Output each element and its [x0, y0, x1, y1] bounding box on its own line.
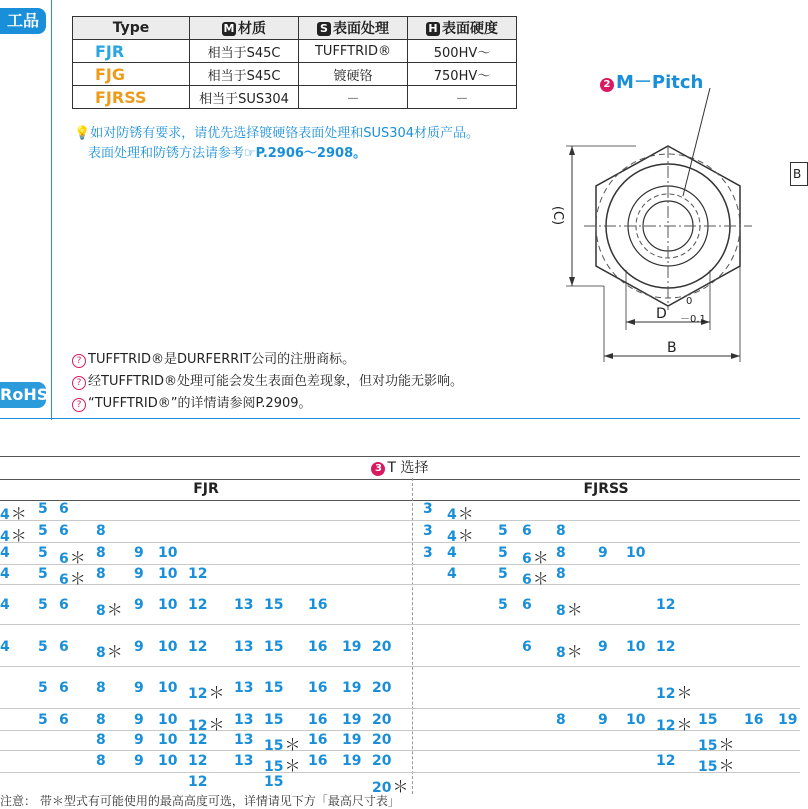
type-cell: FJR [73, 40, 190, 63]
t-value: 4 [0, 597, 10, 613]
t-value: 9 [134, 712, 144, 728]
hardness-cell: 500HV～ [408, 40, 517, 63]
t-value: 8 [96, 680, 106, 696]
t-value: 5 [38, 566, 48, 582]
t-value: 6 [59, 501, 69, 517]
t-value: 13 [234, 639, 254, 655]
t-value: 6＊ [522, 569, 549, 588]
t-value: 12 [656, 597, 676, 613]
t-value: 8 [556, 545, 566, 561]
t-value: 13 [234, 712, 254, 728]
t-value: 5 [498, 597, 508, 613]
t-value: 20 [372, 639, 392, 655]
t-value: 8 [96, 712, 106, 728]
t-value: 6 [59, 523, 69, 539]
t-value: 4 [447, 545, 457, 561]
t-value: 15 [264, 712, 284, 728]
t-value: 12 [188, 639, 208, 655]
rust-note [74, 122, 479, 141]
t-value: 19 [342, 680, 362, 696]
t-value: 12＊ [188, 683, 225, 702]
t-value: 9 [598, 712, 608, 728]
t-value: 13 [234, 732, 254, 748]
surface-ref-note [88, 142, 366, 161]
t-value: 10 [158, 753, 178, 769]
t-value: 3 [423, 523, 433, 539]
footnote: 注意： 带＊型式有可能使用的最高高度可选，详情请见下方「最高尺寸表」 [0, 794, 400, 808]
pitch-text: M－Pitch [616, 72, 704, 93]
t-value: 6＊ [522, 548, 549, 567]
t-value: 8＊ [96, 642, 123, 661]
t-value: 8 [556, 523, 566, 539]
c-dimension-label: (C) [550, 205, 566, 226]
column-header-fjrss: FJRSS [583, 481, 629, 497]
material-cell: 相当于S45C [190, 40, 299, 63]
d-tolerance-lower: －0.1 [680, 314, 706, 325]
hex-nut-drawing [540, 60, 800, 370]
info-icon: ? [72, 398, 86, 412]
t-value: 20 [372, 732, 392, 748]
t-value: 16 [308, 680, 328, 696]
t-value: 15＊ [264, 735, 301, 754]
t-value: 5 [38, 597, 48, 613]
details-note-text: “TUFFTRID®”的详情请参阅P.2909。 [88, 396, 312, 411]
rohs-badge: RoHS [0, 382, 46, 408]
t-value: 8＊ [556, 600, 583, 619]
t-value: 5 [498, 545, 508, 561]
table-row-divider [0, 520, 800, 521]
type-cell: FJRSS [73, 86, 190, 109]
t-value: 20 [372, 753, 392, 769]
table-row-divider [0, 624, 800, 625]
t-value: 19 [342, 753, 362, 769]
section-divider [51, 0, 52, 420]
d-tolerance-upper: 0 [686, 296, 693, 307]
t-value: 10 [626, 712, 646, 728]
table-row-divider [0, 772, 800, 773]
t-value: 8 [556, 566, 566, 582]
section-rule [0, 418, 800, 419]
t-value: 15＊ [264, 756, 301, 775]
b-dimension-label: B [667, 340, 677, 356]
t-value: 9 [134, 545, 144, 561]
t-value: 4＊ [0, 526, 27, 545]
t-value: 15 [264, 774, 284, 790]
t-value: 13 [234, 680, 254, 696]
t-value: 6 [59, 639, 69, 655]
t-value: 3 [423, 501, 433, 517]
t-value: 6 [522, 597, 532, 613]
category-badge: 工品 [0, 8, 46, 34]
t-value: 20 [372, 680, 392, 696]
pitch-label [600, 68, 703, 94]
t-value: 4＊ [447, 504, 474, 523]
t-value: 6 [59, 712, 69, 728]
t-number-badge: 3 [371, 462, 385, 476]
material-cell: 相当于SUS304 [190, 86, 299, 109]
t-value: 6 [59, 680, 69, 696]
header-type: Type [73, 17, 190, 40]
t-value: 8 [96, 545, 106, 561]
t-value: 15 [264, 639, 284, 655]
t-value: 12＊ [188, 715, 225, 734]
t-value: 12 [188, 732, 208, 748]
t-value: 9 [134, 639, 144, 655]
t-value: 10 [626, 545, 646, 561]
t-value: 8 [96, 523, 106, 539]
t-value: 5 [38, 639, 48, 655]
table-header-row [73, 17, 517, 40]
t-value: 19 [342, 732, 362, 748]
d-dimension-label: D [656, 306, 667, 322]
t-value: 8＊ [556, 642, 583, 661]
t-value: 20 [372, 712, 392, 728]
t-value: 15＊ [698, 756, 735, 775]
t-value: 10 [158, 597, 178, 613]
t-value: 6＊ [59, 548, 86, 567]
t-value: 5 [38, 501, 48, 517]
t-value: 12 [188, 597, 208, 613]
t-value: 4＊ [0, 504, 27, 523]
surface-cell: TUFFTRID® [299, 40, 408, 63]
t-value: 10 [158, 732, 178, 748]
t-value: 10 [626, 639, 646, 655]
table-row [73, 86, 517, 109]
table-row [73, 63, 517, 86]
t-title-text: T 选择 [387, 460, 429, 476]
table-row-divider [0, 542, 800, 543]
color-diff-note [72, 370, 463, 390]
t-value: 8 [556, 712, 566, 728]
t-value: 4 [0, 545, 10, 561]
t-value: 8 [96, 566, 106, 582]
table-row-divider [0, 750, 800, 751]
header-hardness: H 表面硬度 [408, 17, 517, 40]
t-value: 9 [134, 680, 144, 696]
t-value: 12＊ [656, 683, 693, 702]
header-surface: S 表面处理 [299, 17, 408, 40]
t-value: 9 [134, 597, 144, 613]
t-value: 4 [0, 639, 10, 655]
t-value: 8＊ [96, 600, 123, 619]
t-value: 6 [522, 523, 532, 539]
t-value: 5 [498, 523, 508, 539]
t-value: 15 [264, 597, 284, 613]
info-icon: ? [72, 376, 86, 390]
surface-cell: 镀硬铬 [299, 63, 408, 86]
t-value: 8 [96, 732, 106, 748]
t-table-title [0, 456, 800, 480]
hardness-cell: 750HV～ [408, 63, 517, 86]
t-value: 3 [423, 545, 433, 561]
t-value: 16 [744, 712, 764, 728]
t-value: 10 [158, 545, 178, 561]
t-value: 15 [698, 712, 718, 728]
material-cell: 相当于S45C [190, 63, 299, 86]
table-row-divider [0, 666, 800, 667]
t-value: 12 [656, 753, 676, 769]
table-row-divider [0, 584, 800, 585]
t-value: 9 [134, 566, 144, 582]
pitch-leader-line [683, 88, 710, 196]
t-value: 6 [59, 597, 69, 613]
table-row-divider [0, 564, 800, 565]
t-value: 16 [308, 753, 328, 769]
t-value: 16 [308, 712, 328, 728]
t-value: 10 [158, 639, 178, 655]
t-value: 4＊ [447, 526, 474, 545]
details-note [72, 392, 312, 412]
t-value: 4 [0, 566, 10, 582]
t-value: 9 [134, 753, 144, 769]
surface-cell: － [299, 86, 408, 109]
t-value: 5 [498, 566, 508, 582]
t-value: 16 [308, 732, 328, 748]
t-value: 19 [778, 712, 798, 728]
type-cell: FJG [73, 63, 190, 86]
t-value: 13 [234, 597, 254, 613]
page-reference-link[interactable]: P.2906～2908。 [255, 146, 367, 161]
table-row [73, 40, 517, 63]
pitch-number-badge: 2 [600, 78, 614, 92]
table-row-divider [0, 708, 800, 709]
material-table [72, 16, 517, 109]
t-value: 19 [342, 712, 362, 728]
t-value: 10 [158, 712, 178, 728]
t-value: 10 [158, 680, 178, 696]
header-material: M 材质 [190, 17, 299, 40]
t-value: 12 [188, 566, 208, 582]
t-value: 12 [188, 753, 208, 769]
note-line-1: 如对防锈有要求，请优先选择镀硬铬表面处理和SUS304材质产品。 [90, 126, 480, 141]
t-value: 9 [598, 545, 608, 561]
t-value: 6 [522, 639, 532, 655]
trademark-note-text: TUFFTRID®是DURFERRIT公司的注册商标。 [88, 352, 356, 367]
t-value: 16 [308, 639, 328, 655]
color-diff-note-text: 经TUFFTRID®处理可能会发生表面色差现象，但对功能无影响。 [88, 374, 464, 389]
t-value: 16 [308, 597, 328, 613]
t-value: 13 [234, 753, 254, 769]
t-value: 19 [342, 639, 362, 655]
t-value: 6＊ [59, 569, 86, 588]
t-value: 5 [38, 712, 48, 728]
column-divider [412, 478, 413, 794]
lightbulb-icon: 💡 [74, 126, 91, 141]
t-value: 5 [38, 523, 48, 539]
t-value: 9 [598, 639, 608, 655]
t-value: 5 [38, 680, 48, 696]
column-header-fjr: FJR [193, 481, 219, 497]
t-value: 12 [188, 774, 208, 790]
t-value: 10 [158, 566, 178, 582]
t-value: 8 [96, 753, 106, 769]
t-value: 15 [264, 680, 284, 696]
t-value: 5 [38, 545, 48, 561]
t-value: 4 [447, 566, 457, 582]
hardness-cell: － [408, 86, 517, 109]
info-icon: ? [72, 354, 86, 368]
t-value: 12 [656, 639, 676, 655]
t-value: 12＊ [656, 715, 693, 734]
trademark-note [72, 348, 355, 368]
side-view-tab: B [790, 162, 808, 186]
t-value: 9 [134, 732, 144, 748]
t-value: 20＊ [372, 777, 409, 796]
note-line-2: 表面处理和防锈方法请参考 [88, 146, 245, 161]
t-table-column-headers [0, 478, 800, 501]
reference-arrow-icon: ☞ [244, 146, 256, 161]
t-value: 15＊ [698, 735, 735, 754]
